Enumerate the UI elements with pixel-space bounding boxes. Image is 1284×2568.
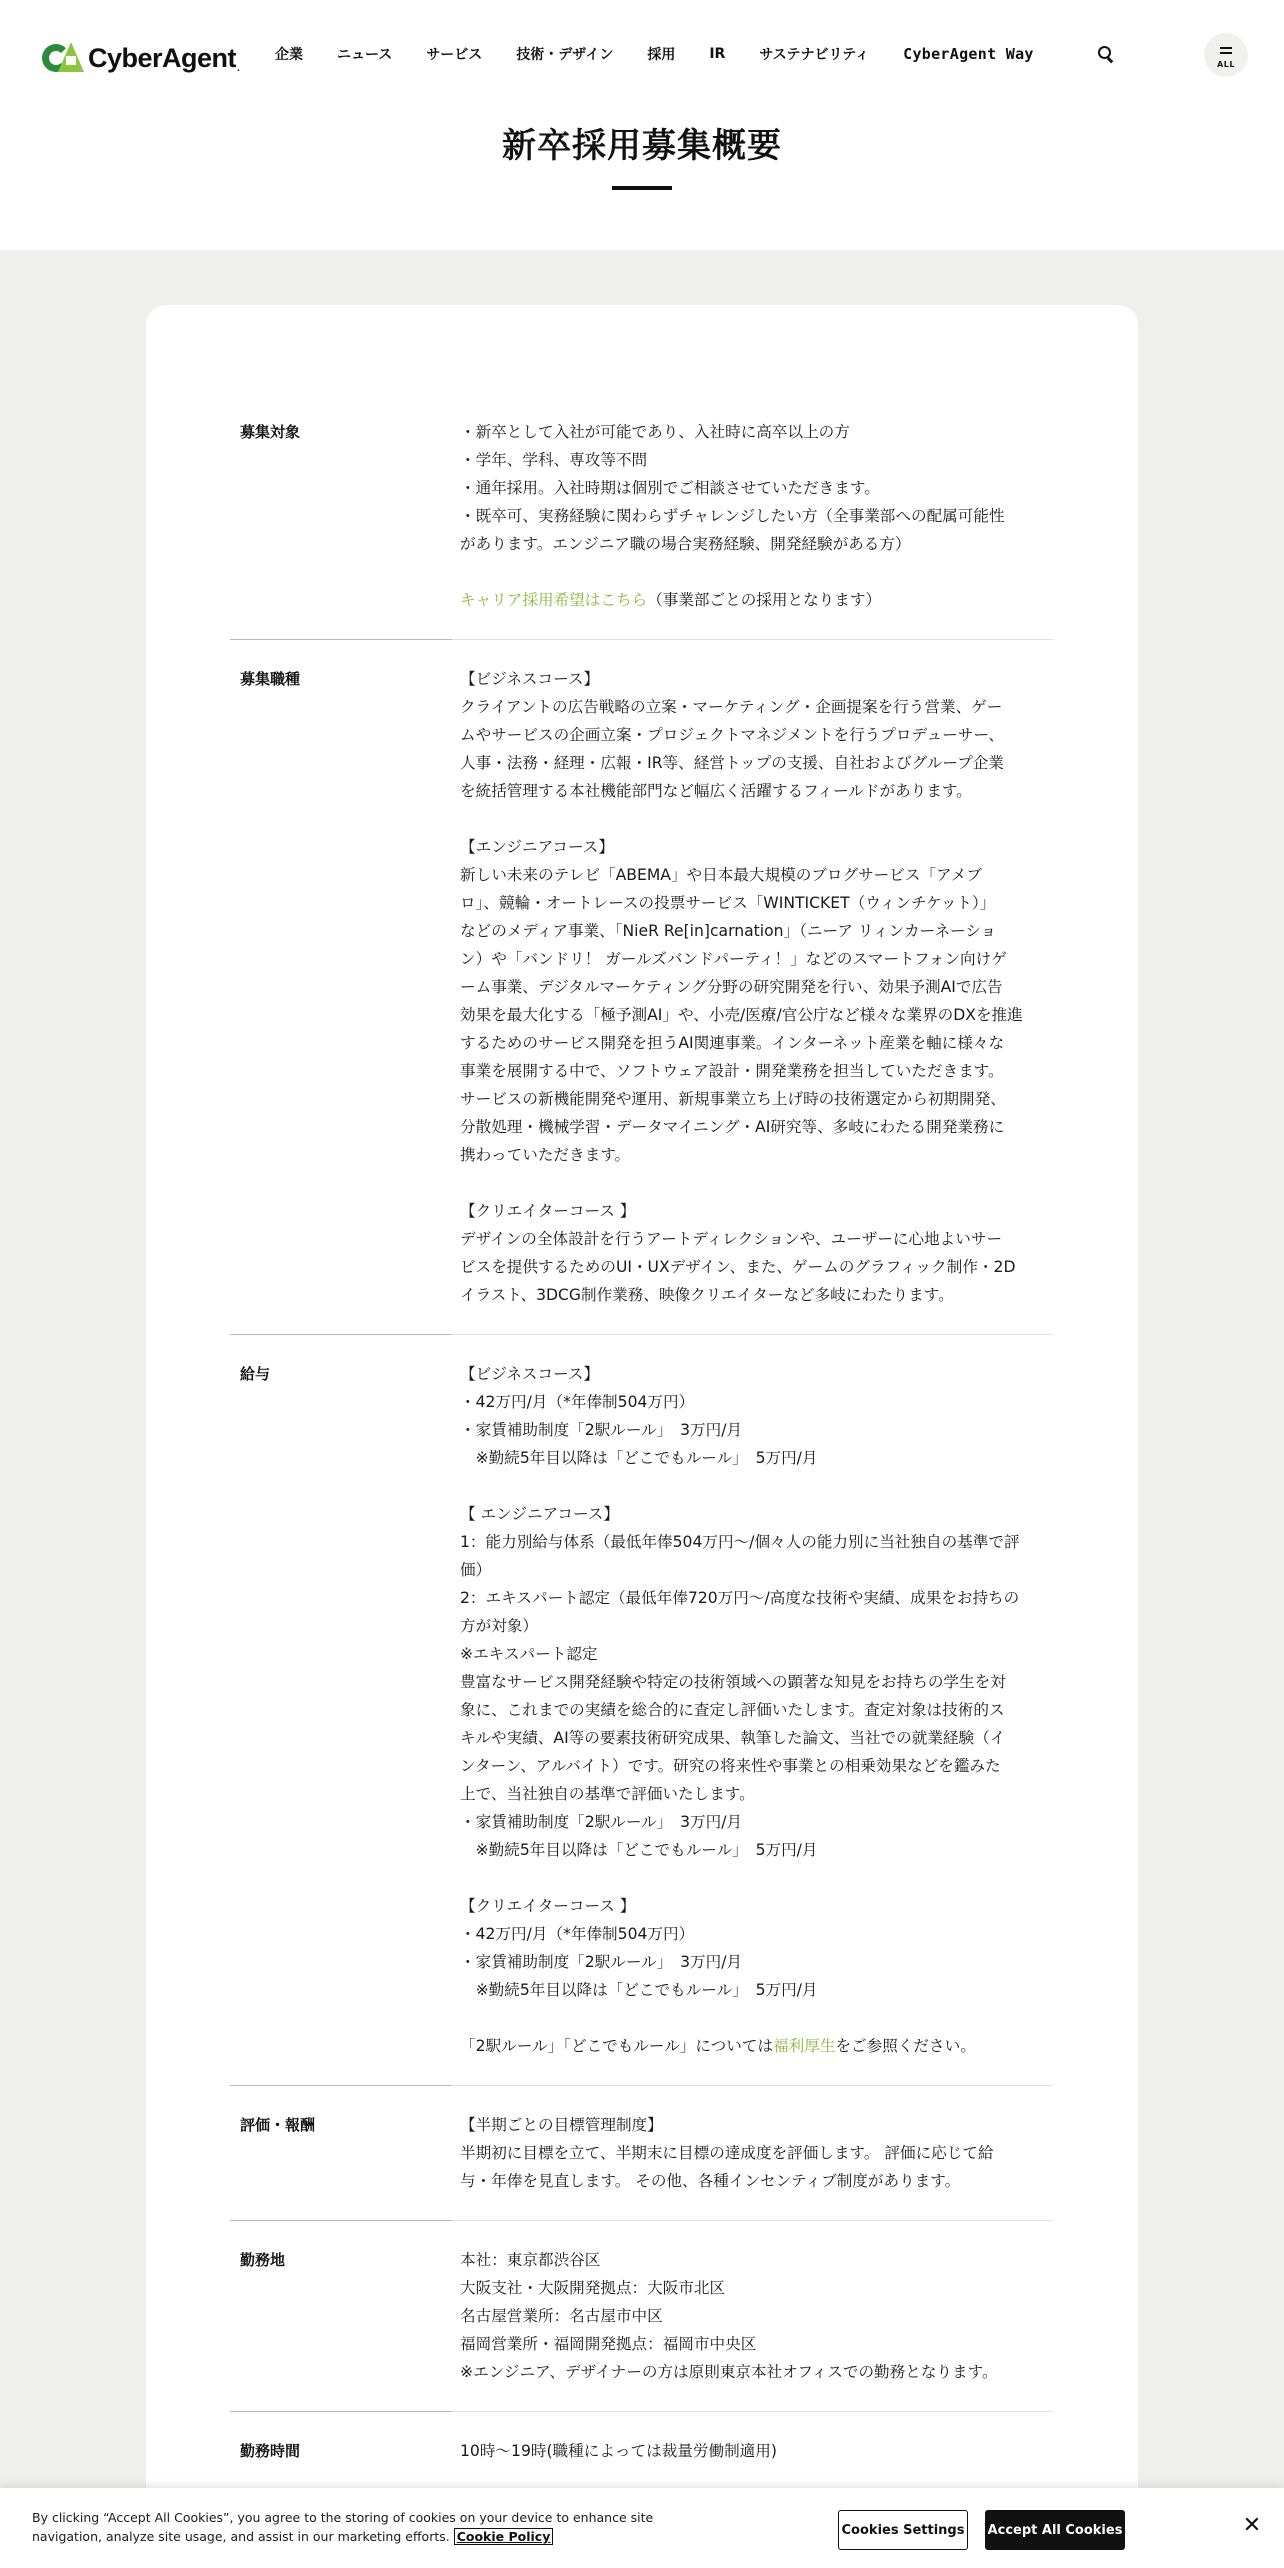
row-location	[230, 2221, 1053, 2412]
career-note: （事業部ごとの採用となります）	[647, 591, 882, 609]
career-link-line	[460, 586, 1053, 614]
cyberagent-logo[interactable]	[42, 38, 239, 78]
text-line: ・既卒可、実務経験に関わらずチャレンジしたい方（全事業部への配属可能性	[460, 507, 1005, 525]
text-line: ン）や「バンドリ！ ガールズバンドパーティ！」などのスマートフォン向けゲ	[460, 950, 1007, 968]
text-line: 2：エキスパート認定（最低年俸720万円～/高度な技術や実績、成果をお持ちの	[460, 1589, 1020, 1607]
text-line: ンターン、アルバイト）です。研究の将来性や事業との相乗効果などを鑑みた	[460, 1757, 1001, 1775]
text-line: 名古屋営業所：名古屋市中区	[460, 2307, 663, 2325]
text-line: ・家賃補助制度「2駅ルール」 3万円/月	[460, 1813, 743, 1831]
spacer-line	[460, 1864, 1053, 1892]
text-line: デザインの全体設計を行うアートディレクションや、ユーザーに心地よいサー	[460, 1230, 1003, 1248]
career-recruit-link[interactable]: キャリア採用希望はこちら	[460, 591, 648, 609]
spacer-line	[460, 1472, 1053, 1500]
spacer-line	[460, 558, 1053, 586]
site-header	[0, 0, 1284, 250]
welfare-note-after: をご参照ください。	[835, 2037, 976, 2055]
text-line: 事業を展開する中で、ソフトウェア設計・開発業務を担当していただきます。	[460, 1062, 1004, 1080]
row-evaluation	[230, 2086, 1053, 2221]
close-icon[interactable]: ✕	[1242, 2513, 1262, 2538]
nav-item-news[interactable]: ニュース	[337, 47, 393, 63]
nav-item-services[interactable]: サービス	[426, 47, 483, 63]
text-line: 【 エンジニアコース】	[460, 1505, 619, 1523]
text-line: するためのサービス開発を担うAI関連事業。インターネット産業を軸に様々な	[460, 1034, 1005, 1052]
cookie-banner	[0, 2488, 1284, 2568]
row-target	[230, 393, 1053, 640]
text-line: 【クリエイターコース 】	[460, 1202, 636, 1220]
text-line: 効果を最大化する「極予測AI」や、小売/医療/官公庁など様々な業界のDXを推進	[460, 1006, 1023, 1024]
menu-label: ALL	[1217, 60, 1235, 69]
text-line: 本社：東京都渋谷区	[460, 2251, 601, 2269]
row-content	[460, 418, 1053, 614]
accept-all-cookies-button[interactable]: Accept All Cookies	[985, 2510, 1125, 2550]
text-line: ・通年採用。入社時期は個別でご相談させていただきます。	[460, 479, 880, 497]
nav-item-sustainability[interactable]: サステナビリティ	[759, 47, 870, 63]
text-line: ムやサービスの企画立案・プロジェクトマネジメントを行うプロデューサー、	[460, 726, 1004, 744]
nav-item-company[interactable]: 企業	[275, 47, 303, 63]
text-line: ・新卒として入社が可能であり、入社時に高卒以上の方	[460, 423, 850, 441]
all-menu-button[interactable]	[1204, 33, 1248, 77]
text-line: 半期初に目標を立て、半期末に目標の達成度を評価します。 評価に応じて給	[460, 2144, 994, 2162]
text-line: 1：能力別給与体系（最低年俸504万円～/個々人の能力別に当社独自の基準で評	[460, 1533, 1020, 1551]
text-line: サービスの新機能開発や運用、新規事業立ち上げ時の技術選定から初期開発、	[460, 1090, 1006, 1108]
row-label: 勤務地	[240, 2251, 286, 2269]
text-line: 福岡営業所・福岡開発拠点：福岡市中央区	[460, 2335, 757, 2353]
text-line: ※エンジニア、デザイナーの方は原則東京本社オフィスでの勤務となります。	[460, 2363, 998, 2381]
nav-item-tech-design[interactable]: 技術・デザイン	[516, 47, 614, 63]
text-line: などのメディア事業、「NieR Re[in]carnation」（ニーア リィンカーネーショ	[460, 922, 997, 940]
row-label: 勤務時間	[240, 2442, 301, 2460]
row-label: 評価・報酬	[240, 2116, 316, 2134]
text-line: 新しい未来のテレビ「ABEMA」や日本最大規模のブログサービス「アメブ	[460, 866, 982, 884]
text-line: ※勤続5年目以降は「どこでもルール」 5万円/月	[460, 1449, 818, 1467]
text-line: ・学年、学科、専攻等不問	[460, 451, 648, 469]
row-content	[460, 665, 1053, 1309]
text-line: 【半期ごとの目標管理制度】	[460, 2116, 663, 2134]
text-line: ロ」、競輪・オートレースの投票サービス「WINTICKET（ウィンチケット）」	[460, 894, 996, 912]
global-nav	[275, 42, 1068, 66]
row-content	[460, 2246, 1053, 2386]
text-line: ーム事業、デジタルマーケティング分野の研究開発を行い、効果予測AIで広告	[460, 978, 1003, 996]
row-label: 募集対象	[240, 423, 301, 441]
row-label: 給与	[240, 1365, 271, 1383]
search-icon[interactable]	[1097, 45, 1115, 63]
text-line: 【ビジネスコース】	[460, 670, 600, 688]
recruitment-table	[230, 393, 1053, 2491]
row-content	[460, 1360, 1053, 2060]
text-line: ・家賃補助制度「2駅ルール」 3万円/月	[460, 1953, 743, 1971]
cookie-consent-text	[32, 2508, 722, 2546]
text-line: 10時～19時(職種によっては裁量労働制適用)	[460, 2442, 777, 2460]
spacer-line	[460, 2004, 1053, 2032]
text-line: 上で、当社独自の基準で評価いたします。	[460, 1785, 755, 1803]
cookie-message: By clicking “Accept All Cookies”, you agree to the storing of cookies on your device to enhance site navigation, analyze site usage, and assist in our marketing efforts.	[32, 2510, 654, 2544]
welfare-note-line	[460, 2032, 1053, 2060]
row-jobs	[230, 640, 1053, 1335]
row-content	[460, 2437, 1053, 2465]
cookies-settings-button[interactable]: Cookies Settings	[838, 2510, 968, 2550]
row-content	[460, 2111, 1053, 2195]
nav-item-recruit[interactable]: 採用	[647, 47, 676, 63]
welfare-note-before: 「2駅ルール」「どこでもルール」については	[460, 2037, 774, 2055]
text-line: 分散処理・機械学習・データマイニング・AI研究等、多岐にわたる開発業務に	[460, 1118, 1005, 1136]
title-underline	[612, 186, 672, 190]
text-line: ※勤続5年目以降は「どこでもルール」 5万円/月	[460, 1841, 818, 1859]
text-line: 与・年俸を見直します。 その他、各種インセンティブ制度があります。	[460, 2172, 961, 2190]
text-line: 価）	[460, 1561, 492, 1579]
cookie-policy-link[interactable]: Cookie Policy	[454, 2528, 554, 2545]
text-line: 携わっていただきます。	[460, 1146, 631, 1164]
page-title: 新卒採用募集概要	[502, 126, 782, 166]
row-label: 募集職種	[240, 670, 301, 688]
text-line: 人事・法務・経理・広報・IR等、経営トップの支援、自社およびグループ企業	[460, 754, 1004, 772]
text-line: 大阪支社・大阪開発拠点：大阪市北区	[460, 2279, 726, 2297]
nav-item-cyberagent-way[interactable]: CyberAgent Way	[903, 45, 1034, 63]
row-salary	[230, 1335, 1053, 2086]
text-line: 方が対象）	[460, 1617, 538, 1635]
recruitment-card	[146, 305, 1138, 2568]
text-line: ・家賃補助制度「2駅ルール」 3万円/月	[460, 1421, 743, 1439]
ca-logo-icon	[42, 42, 84, 74]
text-line: イラスト、3DCG制作業務、映像クリエイターなど多岐にわたります。	[460, 1286, 954, 1304]
nav-item-ir[interactable]: IR	[709, 46, 726, 62]
hamburger-icon	[1220, 47, 1232, 57]
text-line: を統括管理する本社機能部門など幅広く活躍するフィールドがあります。	[460, 782, 972, 800]
spacer-line	[460, 805, 1053, 833]
welfare-link[interactable]: 福利厚生	[773, 2037, 836, 2055]
text-line: 【ビジネスコース】	[460, 1365, 600, 1383]
text-line: 【クリエイターコース 】	[460, 1897, 636, 1915]
text-line: 象に、これまでの実績を総合的に査定し評価いたします。査定対象は技術的ス	[460, 1701, 1005, 1719]
text-line: 豊富なサービス開発経験や特定の技術領域への顕著な知見をお持ちの学生を対	[460, 1673, 1006, 1691]
text-line: ※エキスパート認定	[460, 1645, 598, 1663]
text-line: 【エンジニアコース】	[460, 838, 614, 856]
text-line: があります。エンジニア職の場合実務経験、開発経験がある方）	[460, 535, 911, 553]
text-line: ビスを提供するためのUI・UXデザイン、また、ゲームのグラフィック制作・2D	[460, 1258, 1016, 1276]
row-hours	[230, 2412, 1053, 2491]
spacer-line	[460, 1169, 1053, 1197]
text-line: ・42万円/月（*年俸制504万円）	[460, 1393, 695, 1411]
logo-text: CyberAgent.	[88, 42, 240, 74]
text-line: ・42万円/月（*年俸制504万円）	[460, 1925, 695, 1943]
text-line: ※勤続5年目以降は「どこでもルール」 5万円/月	[460, 1981, 818, 1999]
text-line: クライアントの広告戦略の立案・マーケティング・企画提案を行う営業、ゲー	[460, 698, 1003, 716]
text-line: キルや実績、AI等の要素技術研究成果、執筆した論文、当社での就業経験（イ	[460, 1729, 1006, 1747]
